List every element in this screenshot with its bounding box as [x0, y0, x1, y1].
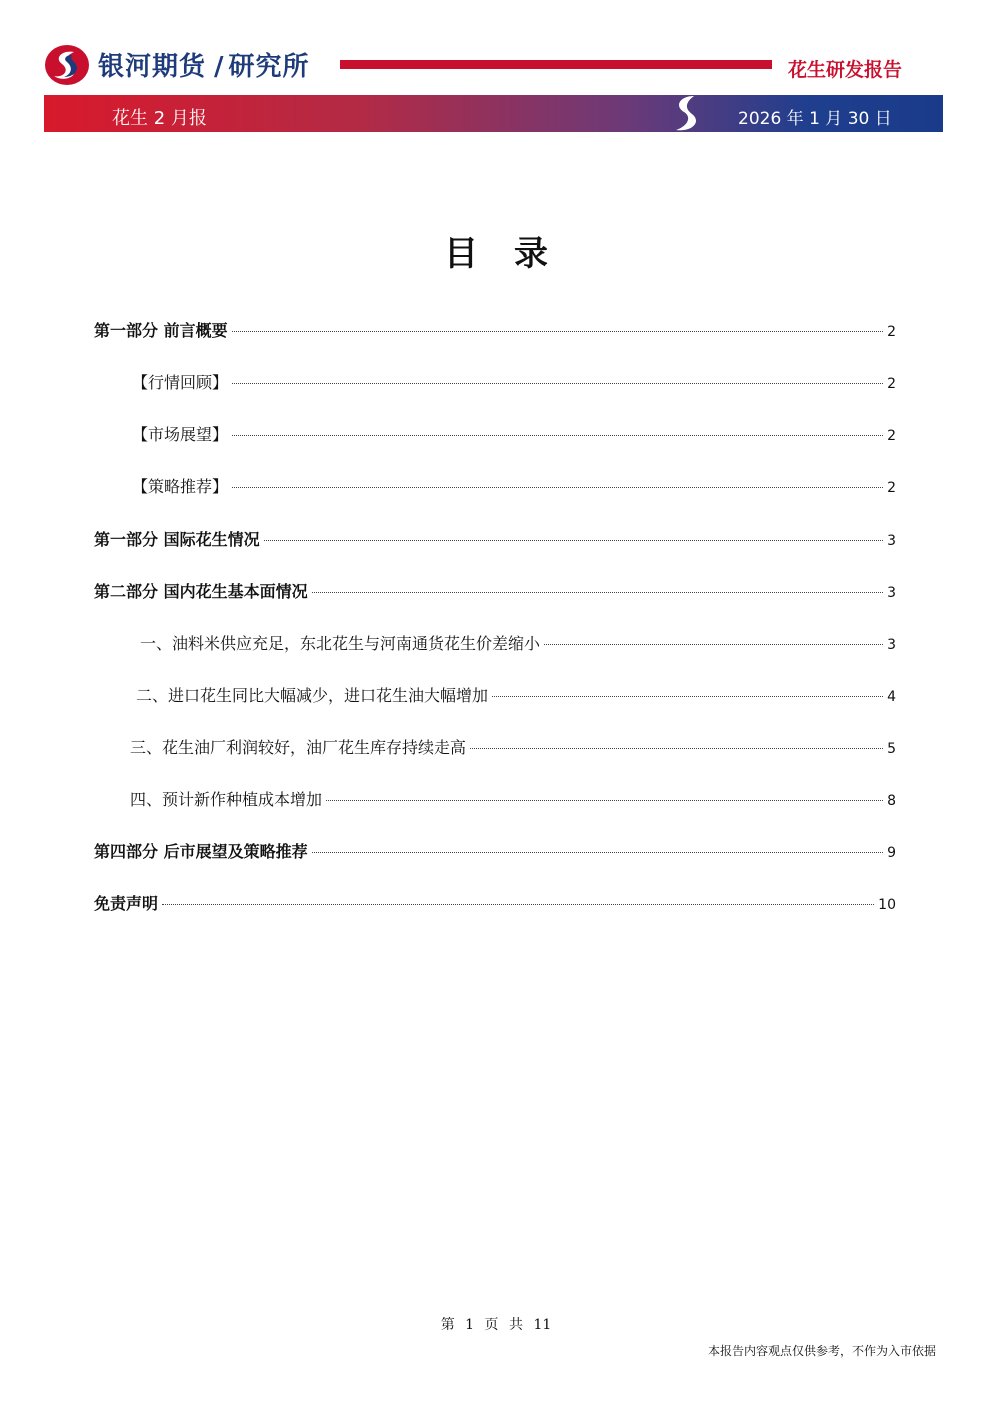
- toc-entry[interactable]: [94, 891, 896, 913]
- toc-leader-dots: [544, 644, 883, 645]
- footer-disclaimer: 本报告内容观点仅供参考，不作为入市依据: [707, 1344, 936, 1358]
- brand-company: 银河期货: [98, 52, 207, 82]
- toc-entry-label: 三、花生油厂利润较好，油厂花生库存持续走高: [130, 738, 467, 757]
- toc-entry-label: 第二部分 国内花生基本面情况: [94, 582, 308, 601]
- toc-entry-label: 二、进口花生同比大幅减少，进口花生油大幅增加: [136, 686, 489, 705]
- page-indicator: 第 1 页 共 11: [440, 1317, 552, 1333]
- toc-leader-dots: [326, 800, 883, 801]
- toc-title: 目录: [444, 234, 584, 274]
- toc-entry-page: 2: [887, 376, 896, 392]
- toc-leader-dots: [312, 592, 884, 593]
- yinhe-logo-icon: [44, 44, 90, 86]
- toc-entry-page: 3: [887, 637, 896, 653]
- header-red-line: [340, 60, 772, 69]
- toc-entry-page: 2: [887, 428, 896, 444]
- toc-entry-label: 【策略推荐】: [132, 477, 229, 496]
- toc-entry-label: 四、预计新作种植成本增加: [130, 790, 323, 809]
- toc-entry[interactable]: [130, 787, 896, 809]
- toc-entry-label: 【市场展望】: [132, 425, 229, 444]
- toc-entry-page: 4: [887, 689, 896, 705]
- brand-name: [98, 46, 310, 83]
- toc-leader-dots: [232, 435, 883, 436]
- brand-separator: /: [214, 52, 225, 82]
- toc-entry-label: 第四部分 后市展望及策略推荐: [94, 842, 308, 861]
- toc-leader-dots: [470, 748, 883, 749]
- toc-leader-dots: [264, 540, 884, 541]
- toc-entry[interactable]: [140, 631, 896, 653]
- toc-entry-label: 第一部分 前言概要: [94, 321, 228, 340]
- report-date: 2026 年 1 月 30 日: [738, 109, 892, 129]
- toc-entry[interactable]: [132, 422, 896, 444]
- toc-entry[interactable]: [136, 683, 896, 705]
- toc-entry-page: 3: [887, 585, 896, 601]
- toc-entry[interactable]: [94, 839, 896, 861]
- toc-entry-page: 9: [887, 845, 896, 861]
- report-type: 花生研发报告: [788, 59, 903, 81]
- toc-entry[interactable]: [94, 579, 896, 601]
- toc-entry-page: 3: [887, 533, 896, 549]
- toc-entry-page: 2: [887, 480, 896, 496]
- toc-entry[interactable]: [130, 735, 896, 757]
- toc-leader-dots: [312, 852, 884, 853]
- brand-institute: 研究所: [228, 52, 310, 82]
- toc-entry-label: 一、油料米供应充足，东北花生与河南通货花生价差缩小: [140, 634, 541, 653]
- toc-entry-label: 【行情回顾】: [132, 373, 229, 392]
- toc-entry-page: 8: [887, 793, 896, 809]
- swoosh-icon: [664, 92, 708, 136]
- toc-entry-label: 第一部分 国际花生情况: [94, 530, 260, 549]
- toc-leader-dots: [492, 696, 883, 697]
- toc-entry[interactable]: [94, 318, 896, 340]
- toc-entry-label: 免责声明: [94, 894, 159, 913]
- toc-entry-page: 2: [887, 324, 896, 340]
- toc-entry-page: 10: [878, 897, 896, 913]
- report-name: 花生 2 月报: [112, 108, 207, 129]
- toc-entry[interactable]: [132, 370, 896, 392]
- toc-leader-dots: [232, 487, 883, 488]
- toc-entry[interactable]: [94, 527, 896, 549]
- toc-entry[interactable]: [132, 474, 896, 496]
- toc-leader-dots: [162, 904, 874, 905]
- toc-leader-dots: [232, 331, 884, 332]
- toc-entry-page: 5: [887, 741, 896, 757]
- toc-leader-dots: [232, 383, 883, 384]
